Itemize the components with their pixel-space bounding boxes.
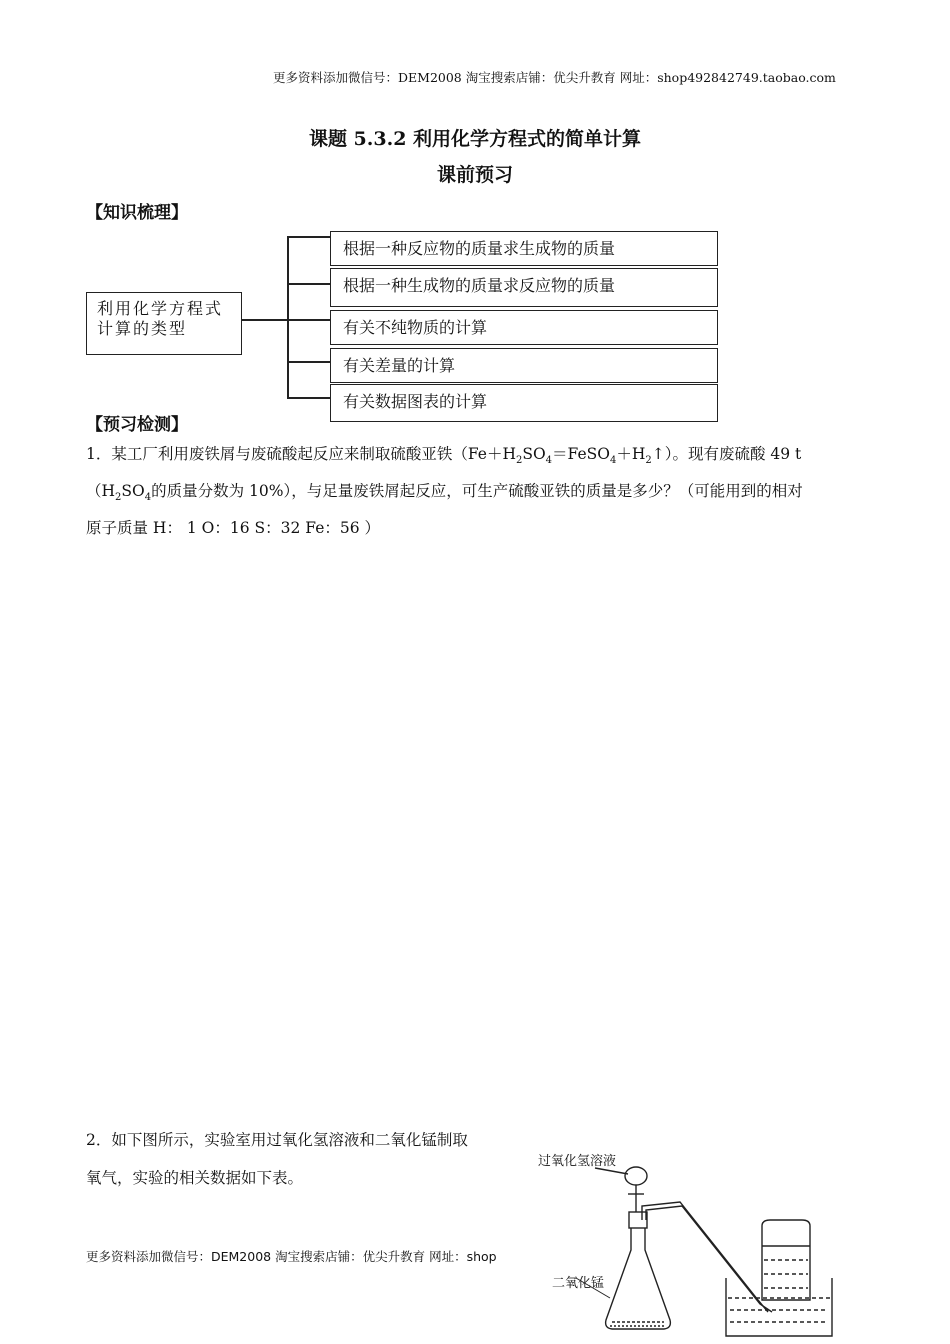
figure-label-hydrogen-peroxide: 过氧化氢溶液 (538, 1154, 617, 1169)
diagram-spine (287, 236, 289, 398)
page-subtitle: 课前预习 (436, 164, 513, 186)
question-1-line-2: （$H_2SO_4$的质量分数为 10%），与足量废铁屑起反应，可生产硫酸亚铁的质量是多少？（可能用到的相对 (86, 482, 803, 504)
diagram-branch (287, 397, 330, 399)
diagram-branch (287, 361, 330, 363)
page-title: 课题 5.3.2 利用化学方程式的简单计算 (308, 128, 642, 150)
oxygen-apparatus-figure (540, 1150, 840, 1344)
diagram-item: 根据一种生成物的质量求反应物的质量 (330, 268, 718, 307)
footer-note: 更多资料添加微信号：DEM2008 淘宝搜索店铺：优尖升教育 网址：shop (86, 1249, 497, 1264)
diagram-item: 有关数据图表的计算 (330, 384, 718, 422)
diagram-branch (287, 319, 330, 321)
figure-label-manganese-dioxide: 二氧化锰 (552, 1272, 604, 1291)
preview-section-heading: 【预习检测】 (86, 415, 188, 435)
diagram-item: 有关不纯物质的计算 (330, 310, 718, 345)
question-2-line-2: 氧气，实验的相关数据如下表。 (86, 1169, 304, 1187)
question-1-line-3: 原子质量 H： 1 O：16 S：32 Fe：56 ） (86, 519, 381, 537)
knowledge-section-heading: 【知识梳理】 (86, 203, 188, 223)
question-1-line-1: 1．某工厂利用废铁屑与废硫酸起反应来制取硫酸亚铁$(Fe+H_2SO_4=FeSO_4+H_2↑)$。现有废硫酸 49 t (86, 445, 802, 467)
diagram-connector (242, 319, 288, 321)
diagram-item: 根据一种反应物的质量求生成物的质量 (330, 231, 718, 266)
diagram-root-label: 利用化学方程式计算的类型 (97, 299, 224, 338)
diagram-branch (287, 283, 330, 285)
diagram-branch (287, 236, 330, 238)
question-2-line-1: 2．如下图所示，实验室用过氧化氢溶液和二氧化锰制取 (86, 1131, 468, 1149)
header-note: 更多资料添加微信号：DEM2008 淘宝搜索店铺：优尖升教育 网址：shop492842749.taobao.com (273, 70, 836, 85)
diagram-item: 有关差量的计算 (330, 348, 718, 383)
diagram-root-box (86, 292, 242, 355)
